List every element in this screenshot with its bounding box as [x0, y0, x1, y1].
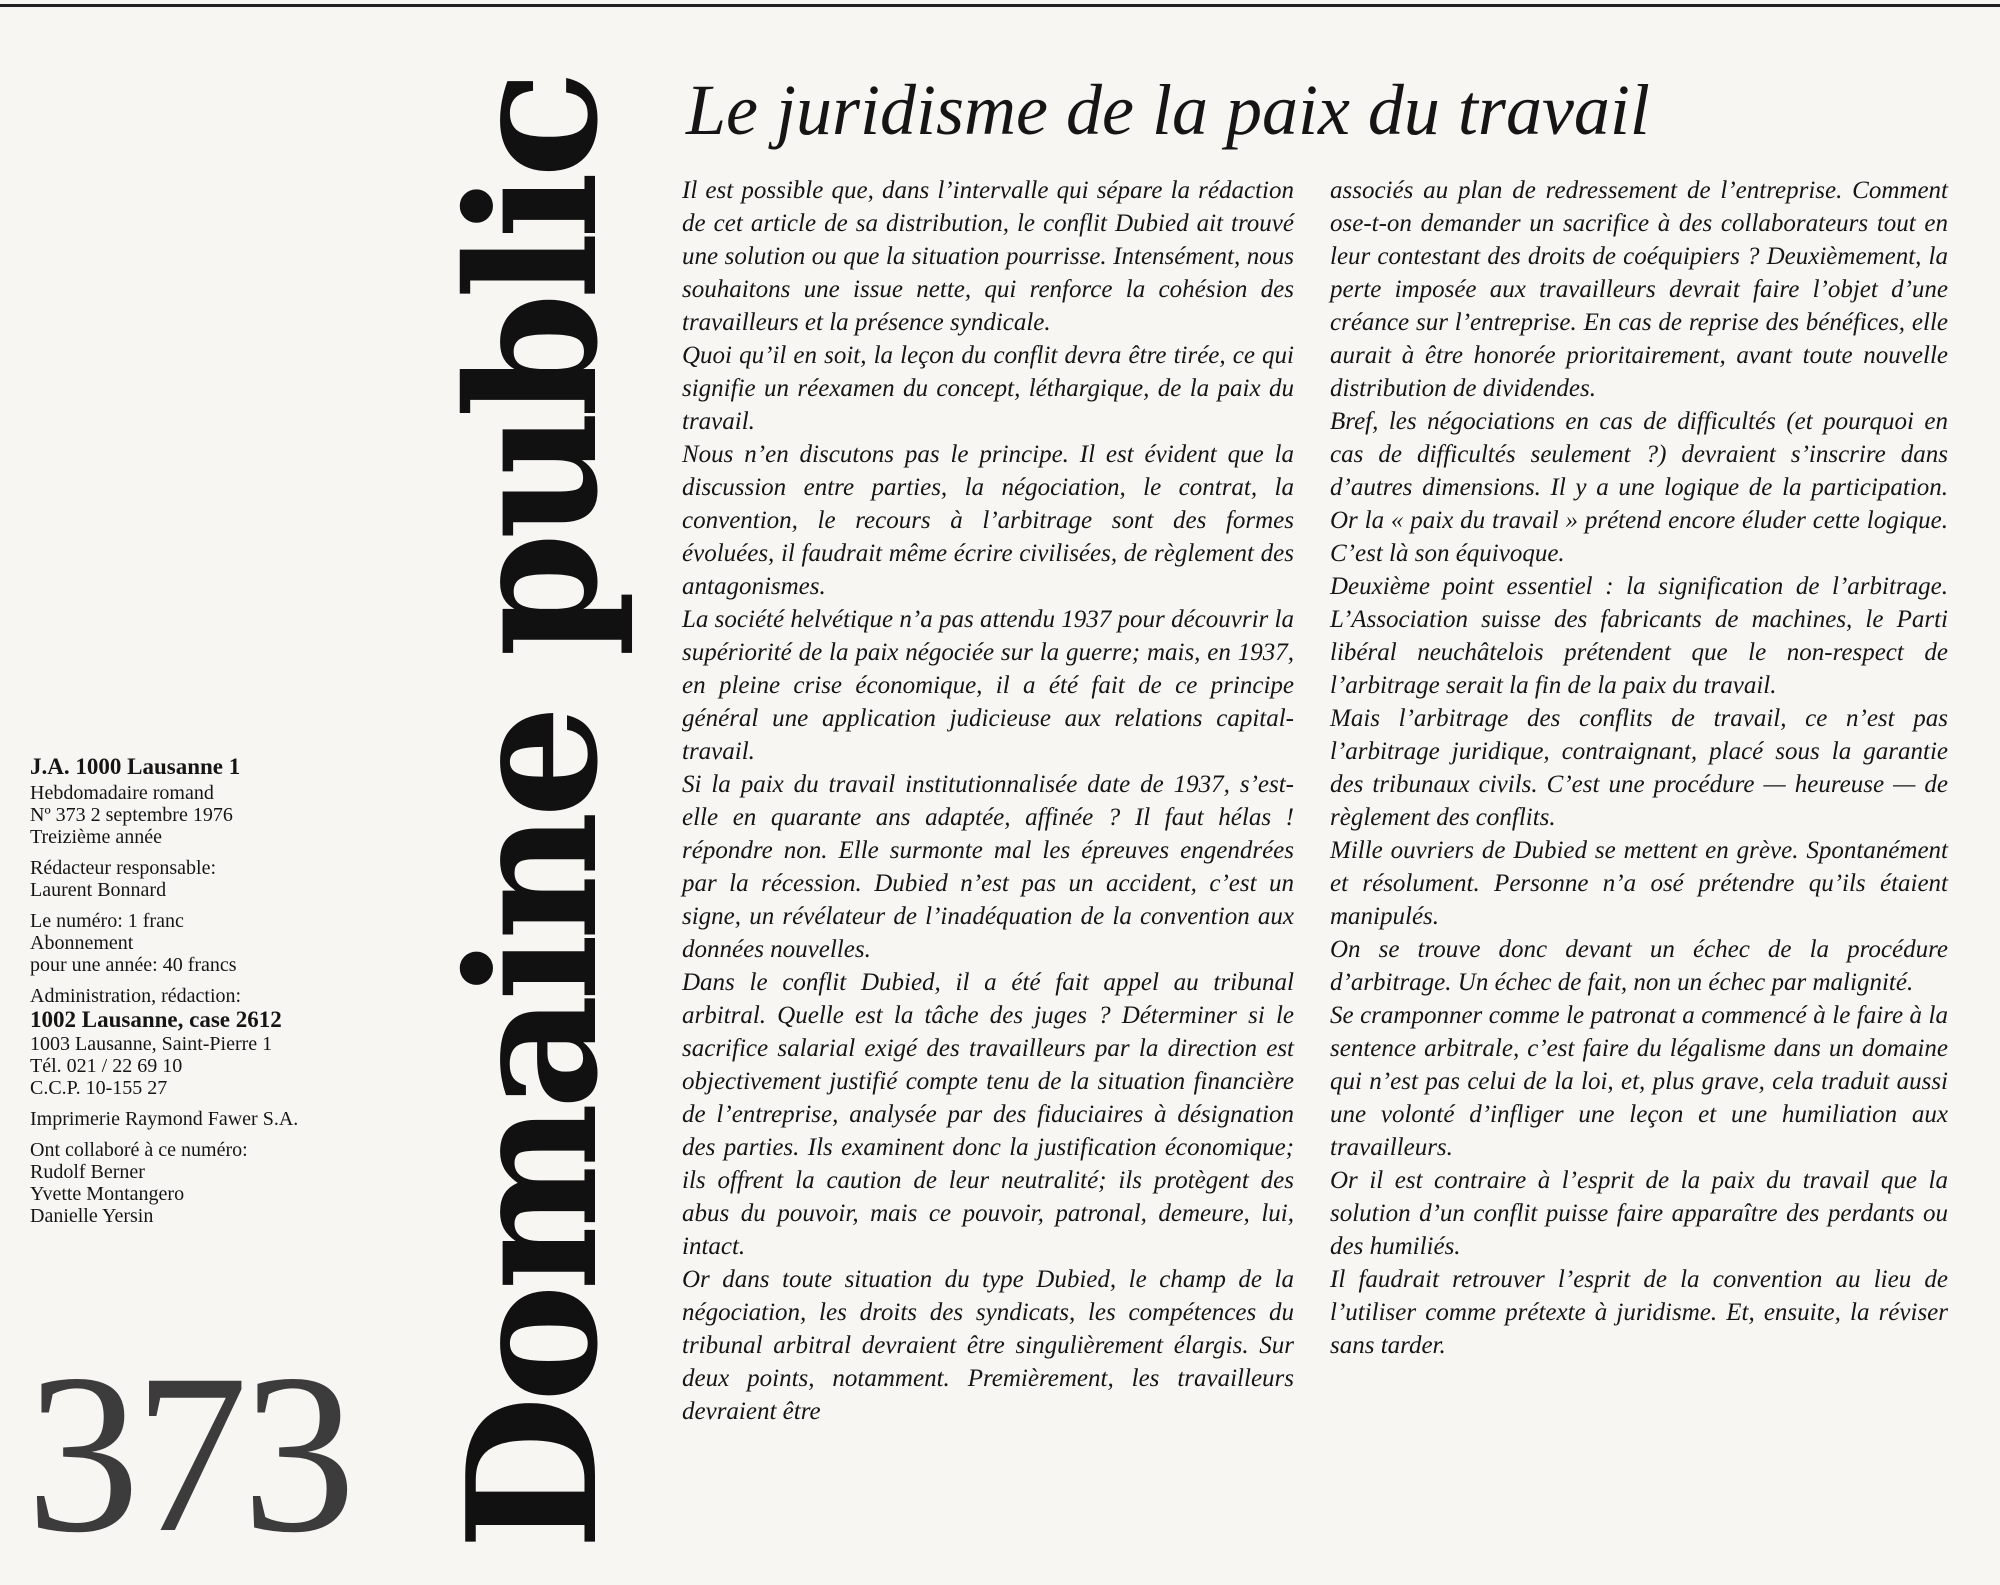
subscription-label: Abonnement: [30, 932, 134, 954]
paragraph: Mais l’arbitrage des conflits de travail, ce n’est pas l’arbitrage juridique, contraignant, placé sous la garantie des tribunaux civils. C’est une procédure — heureuse — de règlement des conflits.: [1330, 705, 1948, 831]
article-column-2: [1330, 174, 1948, 1362]
paragraph: Il faudrait retrouver l’esprit de la convention au lieu de l’utiliser comme prétexte à juridisme. Et, ensuite, la réviser sans tarder.: [1330, 1266, 1948, 1359]
paragraph: Mille ouvriers de Dubied se mettent en grève. Spontanément et résolument. Personne n’a osé prétendre qu’ils étaient manipulés.: [1330, 837, 1948, 930]
printer-name: Imprimerie Raymond Fawer S.A.: [30, 1108, 299, 1130]
paragraph: La société helvétique n’a pas attendu 1937 pour découvrir la supériorité de la paix négociée sur la guerre; mais, en 1937, en pleine crise économique, il a été fait de ce principe général une application judicieuse aux relations capital-travail.: [682, 606, 1294, 765]
publication-year: Treizième année: [30, 826, 162, 848]
article-column-1: [682, 174, 1294, 1428]
contributor-name: Danielle Yersin: [30, 1205, 154, 1227]
administration-label: Administration, rédaction:: [30, 985, 242, 1007]
paragraph: Bref, les négociations en cas de difficultés (et pourquoi en cas de difficultés seulement ?) devraient s’inscrire dans d’autres dimensions. Il y a une logique de la participation. Or la « paix du travail » prétend encore éluder cette logique. C’est là son équivoque.: [1330, 408, 1948, 567]
street-address: 1003 Lausanne, Saint-Pierre 1: [30, 1033, 273, 1055]
contributors-label: Ont collaboré à ce numéro:: [30, 1139, 248, 1161]
paragraph: On se trouve donc devant un échec de la procédure d’arbitrage. Un échec de fait, non un échec par malignité.: [1330, 936, 1948, 996]
paragraph: Il est possible que, dans l’intervalle qui sépare la rédaction de cet article de sa distribution, le conflit Dubied ait trouvé une solution ou que la situation pourrisse. Intensément, nous souhaitons une issue nette, qui renforce la cohésion des travailleurs et la présence syndicale.: [682, 177, 1294, 336]
paragraph: Dans le conflit Dubied, il a été fait appel au tribunal arbitral. Quelle est la tâche des juges ? Déterminer si le sacrifice salarial exigé des travailleurs par la direction est objectivement justifié compte tenu de la situation financière de l’entreprise, analysée par des fiduciaires à désignation des parties. Ils examinent donc la justification économique; ils offrent la caution de leur neutralité; ils protègent des abus du pouvoir, mais ce pouvoir, patronal, demeure, lui, intact.: [682, 969, 1294, 1260]
issue-number: 373: [26, 1328, 350, 1580]
phone-number: Tél. 021 / 22 69 10: [30, 1055, 183, 1077]
paragraph: Or il est contraire à l’esprit de la paix du travail que la solution d’un conflit puisse faire apparaître des perdants ou des humiliés.: [1330, 1167, 1948, 1260]
postal-box: 1002 Lausanne, case 2612: [30, 1007, 282, 1032]
paragraph: Or dans toute situation du type Dubied, le champ de la négociation, les droits des syndicats, les compétences du tribunal arbitral devraient être singulièrement élargis. Sur deux points, notamment. Premièrement, les travailleurs devraient être: [682, 1266, 1294, 1425]
publication-info: [30, 754, 420, 1227]
subscription-price: pour une année: 40 francs: [30, 954, 237, 976]
top-rule: [0, 4, 2000, 7]
issue-date: Nº 373 2 septembre 1976: [30, 804, 233, 826]
paragraph: Se cramponner comme le patronat a commencé à le faire à la sentence arbitrale, c’est faire du légalisme dans un domaine qui n’est pas celui de la loi, et, plus grave, cela traduit aussi une volonté d’infliger une leçon et une humiliation aux travailleurs.: [1330, 1002, 1948, 1161]
article-title: Le juridisme de la paix du travail: [686, 70, 1650, 150]
issue-price: Le numéro: 1 franc: [30, 910, 184, 932]
postal-account: C.C.P. 10-155 27: [30, 1077, 168, 1099]
paragraph: Nous n’en discutons pas le principe. Il est évident que la discussion entre parties, la négociation, le contrat, la convention, le recours à l’arbitrage sont des formes évoluées, il faudrait même écrire civilisées, de règlement des antagonismes.: [682, 441, 1294, 600]
paragraph: Deuxième point essentiel : la signification de l’arbitrage. L’Association suisse des fabricants de machines, le Parti libéral neuchâtelois prétendent que le non-respect de l’arbitrage serait la fin de la paix du travail.: [1330, 573, 1948, 699]
contributor-name: Yvette Montangero: [30, 1183, 185, 1205]
paragraph: Si la paix du travail institutionnalisée date de 1937, s’est-elle en quarante ans adaptée, affinée ? Il faut hélas ! répondre non. Elle surmonte mal les épreuves engendrées par la récession. Dubied n’est pas un accident, c’est un signe, un révélateur de l’inadéquation de la convention aux données nouvelles.: [682, 771, 1294, 963]
paragraph: associés au plan de redressement de l’entreprise. Comment ose-t-on demander un sacrifice à des collaborateurs tout en leur contestant des droits de coéquipiers ? Deuxièmement, la perte imposée aux travailleurs devrait faire l’objet d’une créance sur l’entreprise. En cas de reprise des bénéfices, elle aurait à être honorée prioritairement, avant toute nouvelle distribution de dividendes.: [1330, 177, 1948, 402]
masthead-title: Domaine public: [428, 77, 637, 1550]
editor-label: Rédacteur responsable:: [30, 857, 217, 879]
contributor-name: Rudolf Berner: [30, 1161, 145, 1183]
paragraph: Quoi qu’il en soit, la leçon du conflit devra être tirée, ce qui signifie un réexamen du concept, léthargique, de la paix du travail.: [682, 342, 1294, 435]
postal-line: J.A. 1000 Lausanne 1: [30, 754, 241, 779]
editor-name: Laurent Bonnard: [30, 879, 167, 901]
publication-type: Hebdomadaire romand: [30, 782, 214, 804]
